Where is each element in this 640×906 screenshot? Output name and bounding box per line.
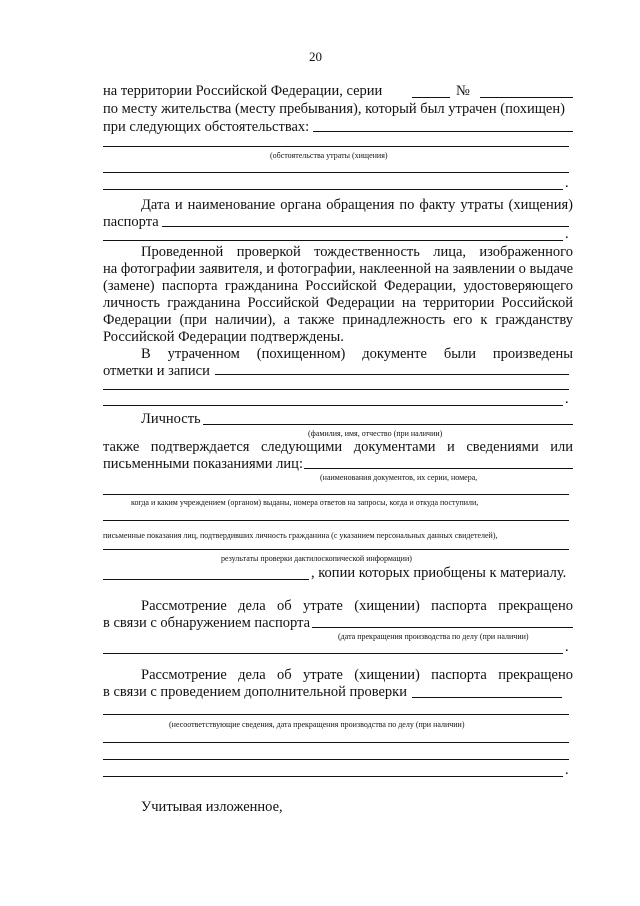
text-line: (замене) паспорта гражданина Российской Федерации, удостоверяющего — [103, 278, 573, 294]
text-line: В утраченном (похищенном) документе были произведены — [141, 346, 573, 362]
text-line: личность гражданина Российской Федерации на территории Российской — [103, 295, 573, 311]
text-line: письменными показаниями лиц: — [103, 456, 303, 472]
text-line: на территории Российской Федерации, серии — [103, 83, 383, 99]
blank-line — [103, 494, 569, 495]
blank-line — [412, 697, 562, 698]
blank-line — [103, 714, 569, 715]
text-line: № — [456, 83, 470, 99]
line-end-dot: . — [565, 762, 569, 778]
blank-line — [312, 627, 573, 628]
text-line: Личность — [141, 411, 201, 427]
line-end-dot: . — [565, 639, 569, 655]
blank-line — [103, 742, 569, 743]
text-line: Проведенной проверкой тождественность лица, изображенного — [141, 244, 573, 260]
blank-line — [103, 579, 309, 580]
number-blank — [480, 97, 573, 98]
series-blank — [412, 97, 450, 98]
text-line: на фотографии заявителя, и фотографии, наклеенной на заявлении о выдаче — [103, 261, 574, 277]
blank-line — [103, 759, 569, 760]
field-caption: (обстоятельства утраты (хищения) — [270, 151, 388, 160]
blank-line — [103, 172, 569, 173]
text-line: Учитывая изложенное, — [141, 799, 283, 815]
blank-line — [103, 520, 569, 521]
line-end-dot: . — [565, 391, 569, 407]
field-caption: (фамилия, имя, отчество (при наличии) — [308, 429, 443, 438]
blank-line — [103, 653, 563, 654]
text-line: Дата и наименование органа обращения по факту утраты (хищения) — [141, 197, 573, 213]
blank-line — [203, 424, 573, 425]
line-end-dot: . — [565, 226, 569, 242]
text-line: в связи с обнаружением паспорта — [103, 615, 311, 631]
field-caption: (наименования документов, их серии, номера, — [320, 473, 478, 482]
blank-line — [103, 389, 569, 390]
blank-line — [304, 468, 573, 469]
field-caption: когда и каким учреждением (органом) выданы, номера ответов на запросы, когда и откуда поступили, — [131, 498, 479, 507]
text-line: Рассмотрение дела об утрате (хищении) паспорта прекращено — [141, 667, 573, 683]
blank-line — [103, 776, 563, 777]
text-line: при следующих обстоятельствах: — [103, 119, 310, 135]
text-line: по месту жительства (месту пребывания), который был утрачен (похищен) — [103, 101, 565, 117]
page-number: 20 — [309, 49, 322, 64]
blank-line — [103, 189, 563, 190]
line-end-dot: . — [565, 175, 569, 191]
text-line: , копии которых приобщены к материалу. — [311, 565, 567, 581]
text-line: Федерации (при наличии), а также принадлежность его к гражданству — [103, 312, 573, 328]
text-line: отметки и записи — [103, 363, 210, 379]
blank-line — [103, 549, 569, 550]
blank-line — [313, 131, 573, 132]
field-caption: (дата прекращения производства по делу (при наличии) — [338, 632, 529, 641]
text-line: также подтверждается следующими документами и сведениями или — [103, 439, 573, 455]
text-line: Российской Федерации подтверждены. — [103, 329, 344, 345]
text-line: паспорта — [103, 214, 159, 230]
blank-line — [103, 240, 563, 241]
field-caption: письменные показания лиц, подтвердивших личность гражданина (с указанием персональных данных свидетелей), — [103, 531, 498, 540]
text-line: в связи с проведением дополнительной проверки — [103, 684, 407, 700]
field-caption: результаты проверки дактилоскопической информации) — [221, 554, 412, 563]
blank-line — [162, 226, 569, 227]
field-caption: (несоответствующие сведения, дата прекращения производства по делу (при наличии) — [169, 720, 465, 729]
text-line: Рассмотрение дела об утрате (хищении) паспорта прекращено — [141, 598, 573, 614]
blank-line — [215, 374, 569, 375]
blank-line — [103, 146, 569, 147]
blank-line — [103, 405, 563, 406]
